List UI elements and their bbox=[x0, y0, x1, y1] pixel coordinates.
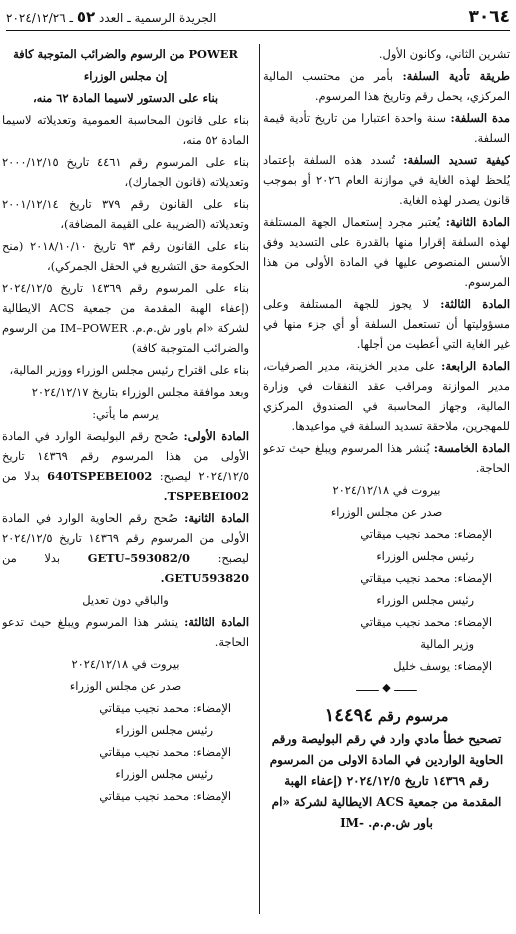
article-5: المادة الخامسة: يُنشر هذا المرسوم ويبلغ حيث تدعو الحاجة. bbox=[263, 441, 510, 475]
signatory-title: رئيس مجلس الوزراء bbox=[115, 767, 213, 781]
decree-title-cont: POWER من الرسوم والضرائب المتوجبة كافة bbox=[13, 47, 238, 61]
signature: الإمضاء: محمد نجيب ميقاتي bbox=[360, 615, 492, 629]
signature: الإمضاء: محمد نجيب ميقاتي bbox=[360, 527, 492, 541]
article-2: المادة الثانية: صُحح رقم الحاوية الوارد في المادة الأولى من المرسوم رقم ١٤٣٦٩ تاريخ ٢٠٢٤/١٢/٥ ليصبح: GETU–593082/0 بدلا من GETU593820. bbox=[2, 511, 249, 585]
legal-basis: بناء على المرسوم رقم ١٤٣٦٩ تاريخ ٢٠٢٤/١٢/٥ (إعفاء الهبة المقدمة من جمعية ACS الايطالية لشركة «ام باور ش.م.م. IM–POWER من الرسوم والضرائب المتوجبة كافة) bbox=[2, 281, 249, 355]
right-column bbox=[263, 44, 510, 928]
issued-by: صدر عن مجلس الوزراء bbox=[330, 505, 443, 519]
signature: الإمضاء: محمد نجيب ميقاتي bbox=[99, 789, 231, 803]
signature: الإمضاء: محمد نجيب ميقاتي bbox=[99, 745, 231, 759]
issue-number: ٥٢ bbox=[76, 8, 96, 26]
decree-title: تصحيح خطأ مادي وارد في رقم البوليصة ورقم الحاوية الواردين في المادة الاولى من المرسوم رقم ١٤٣٦٩ تاريخ ٢٠٢٤/١٢/٥ (إعفاء الهبة المقدمة من جمعية ACS الايطالية لشركة «ام باور ش.م.م. -IM bbox=[269, 732, 504, 830]
legal-basis: بناء على قانون المحاسبة العمومية وتعديلاته لاسيما المادة ٥٢ منه، bbox=[2, 113, 249, 147]
decrees-line: يرسم ما يأتي: bbox=[92, 407, 159, 421]
place-date: بيروت في ٢٠٢٤/١٢/١٨ bbox=[71, 657, 180, 671]
rest-unchanged: والباقي دون تعديل bbox=[82, 593, 169, 607]
council-heading: إن مجلس الوزراء bbox=[83, 69, 168, 83]
advance-duration: مدة السلفة: سنة واحدة اعتبارا من تاريخ تأدية قيمة السلفة. bbox=[263, 111, 510, 145]
intro-line: تشرين الثاني، وكانون الأول. bbox=[378, 47, 510, 61]
gazette-title bbox=[6, 8, 216, 26]
legal-basis: بناء على المرسوم رقم ٤٤٦١ تاريخ ٢٠٠٠/١٢/١٥ وتعديلاته (قانون الجمارك)، bbox=[2, 155, 249, 189]
issue-date: ـ ٢٠٢٤/١٢/٢٦ bbox=[6, 11, 73, 25]
column-divider bbox=[259, 44, 260, 914]
signature: الإمضاء: محمد نجيب ميقاتي bbox=[99, 701, 231, 715]
gazette-name: الجريدة الرسمية ـ العدد bbox=[98, 11, 217, 25]
place-date: بيروت في ٢٠٢٤/١٢/١٨ bbox=[332, 483, 441, 497]
legal-basis: بناء على القانون رقم ٩٣ تاريخ ٢٠١٨/١٠/١٠ (منح الحكومة حق التشريع في الحقل الجمركي)، bbox=[2, 239, 249, 273]
legal-basis: بناء على القانون رقم ٣٧٩ تاريخ ٢٠٠١/١٢/١٤ وتعديلاته (الضريبة على القيمة المضافة)، bbox=[2, 197, 249, 231]
decree-number: ١٤٤٩٤ bbox=[324, 705, 373, 726]
signatory-title: رئيس مجلس الوزراء bbox=[376, 549, 474, 563]
article-2: المادة الثانية: يُعتبر مجرد إستعمال الجهة المستلفة لهذه السلفة إقرارا منها بالقدرة على التسديد وفق الأسس المنصوص عليها في المادة الأولى من هذا المرسوم. bbox=[263, 215, 510, 289]
signatory-title: رئيس مجلس الوزراء bbox=[376, 593, 474, 607]
article-3: المادة الثالثة: ينشر هذا المرسوم ويبلغ حيث تدعو الحاجة. bbox=[2, 615, 249, 649]
signature: الإمضاء: يوسف خليل bbox=[393, 659, 492, 673]
constitution-ref: بناء على الدستور لاسيما المادة ٦٢ منه، bbox=[32, 91, 219, 105]
article-4: المادة الرابعة: على مدير الخزينة، مدير الصرفيات، مدير الموازنة ومراقب عقد النفقات في وزارة المالية، وجهاز المحاسبة في الصندوق المركزي للمهجرين، ملاحقة تسديد السلفة في مواعيدها. bbox=[263, 359, 510, 433]
payment-method: طريقة تأدية السلفة: بأمر من محتسب المالية المركزي، يحمل رقم وتاريخ هذا المرسوم. bbox=[263, 69, 510, 103]
article-1: المادة الأولى: صُحح رقم البوليصة الوارد في المادة الأولى من هذا المرسوم رقم ١٤٣٦٩ تاريخ ٢٠٢٤/١٢/٥ ليصبح: 640TSPEBEI002 بدلا من TSPEBEI002. bbox=[2, 429, 249, 503]
section-separator: ـــــــ ◆ ـــــــ bbox=[356, 681, 417, 694]
council-approval: وبعد موافقة مجلس الوزراء بتاريخ ٢٠٢٤/١٢/١٧ bbox=[31, 385, 249, 399]
legal-basis: بناء على اقتراح رئيس مجلس الوزراء ووزير المالية، bbox=[9, 363, 249, 377]
article-3: المادة الثالثة: لا يجوز للجهة المستلفة وعلى مسؤوليتها أن تستعمل السلفة أو أي جزء منها في غير الغاية التي أعطيت من أجلها. bbox=[263, 297, 510, 351]
left-column bbox=[2, 44, 249, 928]
signatory-title: رئيس مجلس الوزراء bbox=[115, 723, 213, 737]
decree-heading: مرسوم رقم ١٤٤٩٤ bbox=[324, 705, 449, 726]
issued-by: صدر عن مجلس الوزراء bbox=[69, 679, 182, 693]
page-header bbox=[6, 4, 510, 31]
signature: الإمضاء: محمد نجيب ميقاتي bbox=[360, 571, 492, 585]
page-number: ٣٠٦٤ bbox=[468, 7, 510, 27]
signatory-title: وزير المالية bbox=[420, 637, 474, 651]
repayment-method: كيفية تسديد السلفة: تُسدد هذه السلفة بإعتماد يُلحظ لهذه الغاية في موازنة العام ٢٠٢٦ أو بموجب قانون يصدر لهذه الغاية. bbox=[263, 153, 510, 207]
